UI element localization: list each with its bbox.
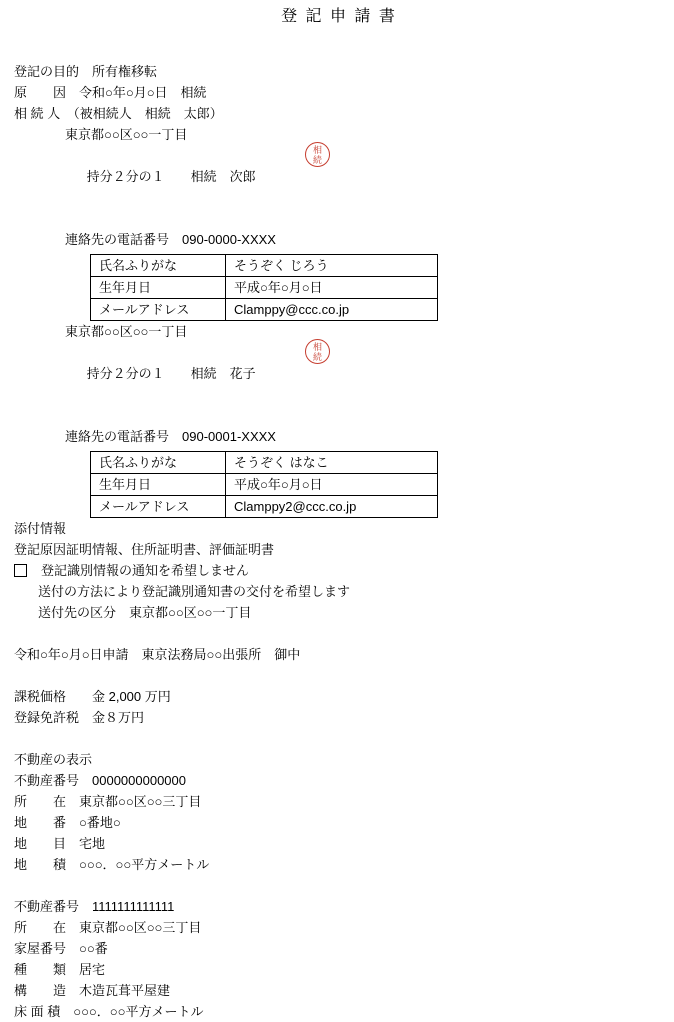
applicant-table-1 [90, 254, 438, 321]
table-row [91, 452, 438, 474]
heir-address: 東京都○○区○○一丁目 [65, 324, 188, 339]
seal-char-top: 相 [312, 341, 322, 352]
taxable-value-line: 課税価格 金 2,000 万円 [14, 689, 171, 704]
delivery-destination-line: 送付先の区分 東京都○○区○○一丁目 [38, 605, 252, 620]
row-label-cell: 生年月日 [91, 277, 226, 299]
table-row [91, 496, 438, 518]
seal-char-bottom: 続 [312, 154, 322, 165]
heir-block-2 [14, 321, 664, 518]
heir-block-1 [14, 124, 664, 321]
heir-share-text: 持分２分の１ 相続 花子 [86, 366, 256, 381]
row-label-cell: 氏名ふりがな [91, 452, 226, 474]
row-value-cell: Clamppy2@ccc.co.jp [226, 496, 438, 518]
land-location-line: 所 在 東京都○○区○○三丁目 [14, 794, 202, 809]
attachments-section [14, 518, 664, 623]
heir-share-text: 持分２分の１ 相続 次郎 [86, 169, 256, 184]
identification-notice-row [14, 560, 664, 581]
row-label-cell: メールアドレス [91, 299, 226, 321]
heir-phone-line: 連絡先の電話番号 090-0001-XXXX [65, 429, 276, 444]
property-section-heading: 不動産の表示 [14, 752, 93, 767]
row-value-cell: そうぞく はなこ [226, 452, 438, 474]
seal-char-top: 相 [312, 144, 322, 155]
heir-phone-line: 連絡先の電話番号 090-0000-XXXX [65, 232, 276, 247]
row-value-cell: 平成○年○月○日 [226, 277, 438, 299]
heir-share-line [65, 145, 664, 229]
building-floor-area-line: 床 面 積 ○○○．○○平方メートル [14, 1004, 204, 1019]
heir-share-line [65, 342, 664, 426]
building-house-number-line: 家屋番号 ○○番 [14, 941, 108, 956]
property-section [14, 749, 664, 1022]
heir-address: 東京都○○区○○一丁目 [65, 127, 188, 142]
table-row [91, 474, 438, 496]
registration-tax-line: 登録免許税 金８万円 [14, 710, 145, 725]
land-lot-line: 地 番 ○番地○ [14, 815, 121, 830]
building-location-line: 所 在 東京都○○区○○三丁目 [14, 920, 202, 935]
row-label-cell: メールアドレス [91, 496, 226, 518]
notification-checkbox[interactable] [14, 564, 27, 577]
application-date-line: 令和○年○月○日申請 東京法務局○○出張所 御中 [14, 647, 301, 662]
table-row [91, 255, 438, 277]
document-title: 登 記 申 請 書 [281, 8, 397, 25]
land-number-line: 不動産番号 0000000000000 [14, 773, 186, 788]
checkbox-label: 登記識別情報の通知を希望しません [41, 563, 250, 578]
delivery-method-line: 送付の方法により登記識別通知書の交付を希望します [38, 584, 351, 599]
building-structure-line: 構 造 木造瓦葺平屋建 [14, 983, 171, 998]
cause-line: 原 因 令和○年○月○日 相続 [14, 85, 207, 100]
land-area-line: 地 積 ○○○．○○平方メートル [14, 857, 210, 872]
row-value-cell: Clamppy@ccc.co.jp [226, 299, 438, 321]
attachments-heading: 添付情報 [14, 521, 67, 536]
inheritance-seal [305, 142, 330, 167]
purpose-line: 登記の目的 所有権移転 [14, 64, 158, 79]
building-type-line: 種 類 居宅 [14, 962, 106, 977]
table-row [91, 299, 438, 321]
row-label-cell: 氏名ふりがな [91, 255, 226, 277]
heir-header-line: 相 続 人 （被相続人 相続 太郎） [14, 106, 223, 121]
land-category-line: 地 目 宅地 [14, 836, 106, 851]
building-number-line: 不動産番号 1111111111111 [14, 899, 175, 914]
seal-char-bottom: 続 [312, 351, 322, 362]
row-value-cell: 平成○年○月○日 [226, 474, 438, 496]
applicant-table-2 [90, 451, 438, 518]
table-row [91, 277, 438, 299]
row-value-cell: そうぞく じろう [226, 255, 438, 277]
attachment-docs-line: 登記原因証明情報、住所証明書、評価証明書 [14, 542, 275, 557]
row-label-cell: 生年月日 [91, 474, 226, 496]
inheritance-seal [305, 339, 330, 364]
